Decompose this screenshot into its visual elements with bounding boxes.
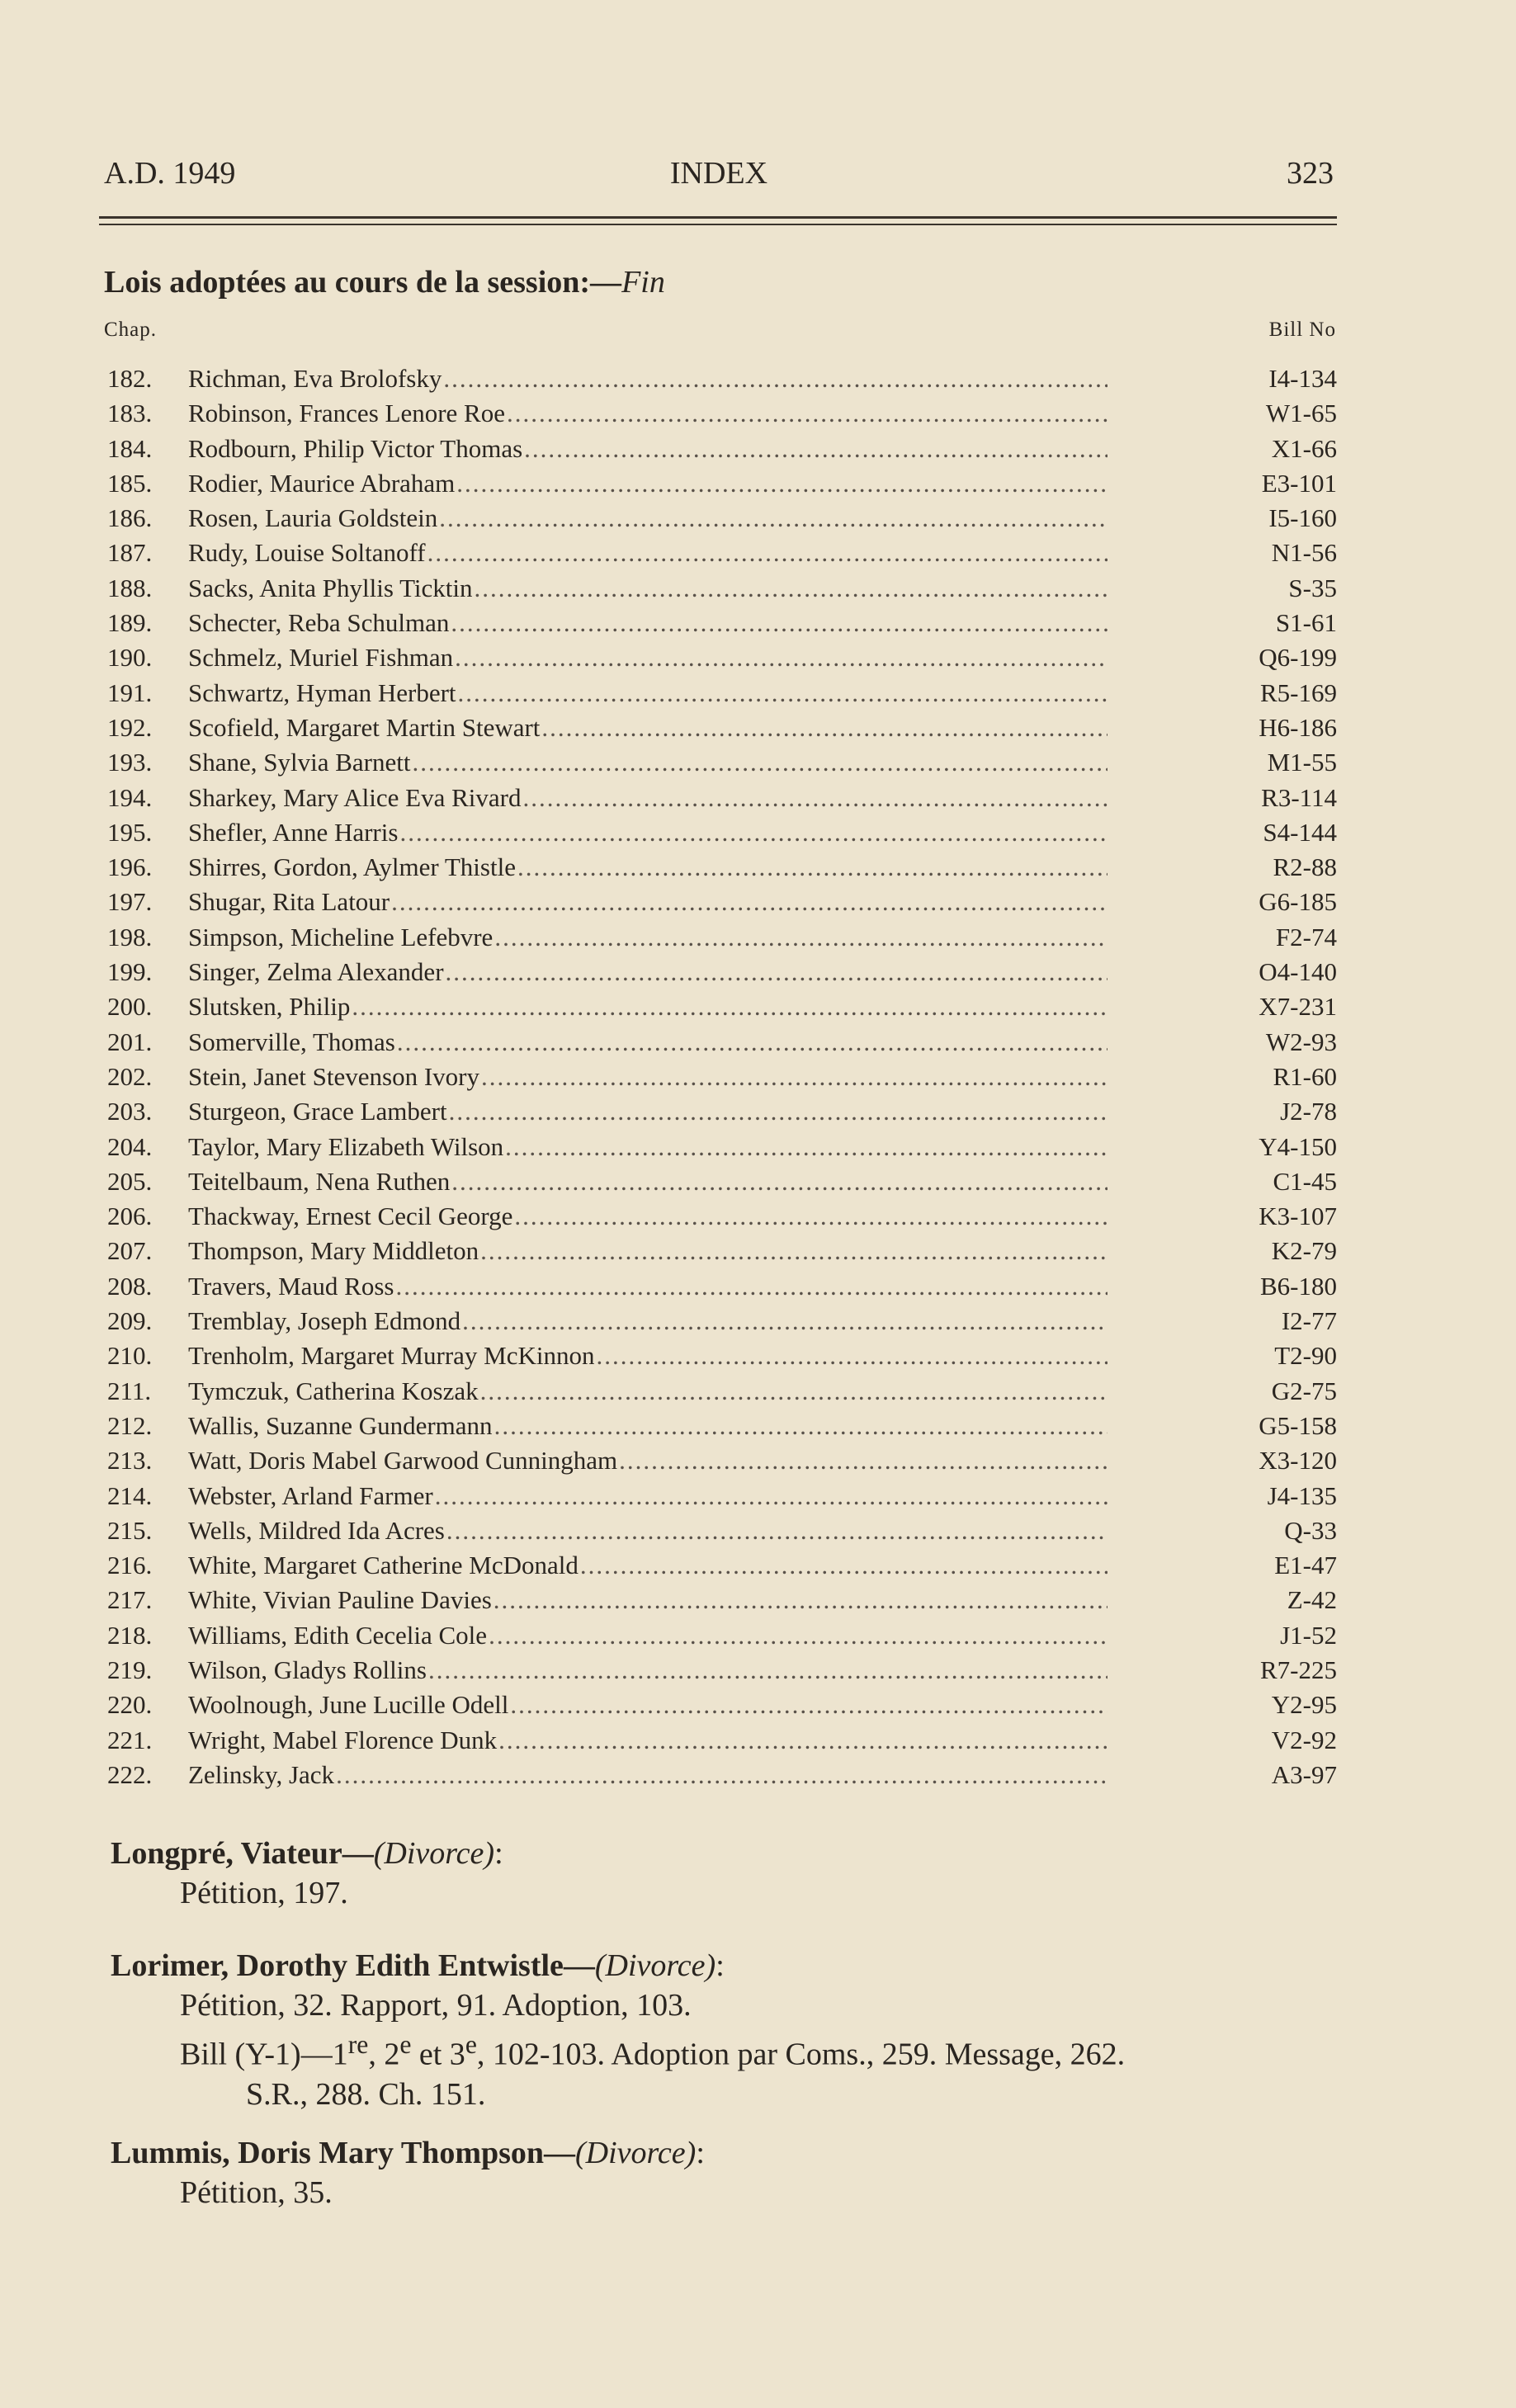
bill-number: J1-52	[1280, 1620, 1337, 1650]
entry-detail-bill	[111, 2025, 1125, 2075]
chapter-number: 198.	[107, 922, 153, 951]
entry-name: Schwartz, Hyman Herbert	[188, 678, 456, 707]
entry-name: Teitelbaum, Nena Ruthen	[188, 1166, 451, 1196]
leader-dots	[498, 1723, 1107, 1758]
chapter-number: 193.	[107, 748, 153, 777]
leader-dots	[505, 1130, 1107, 1164]
chapter-number: 194.	[107, 782, 153, 812]
entry-row	[107, 920, 1337, 955]
bill-number: K3-107	[1259, 1202, 1337, 1231]
chapter-number: 195.	[107, 817, 153, 847]
chapter-number: 222.	[107, 1759, 153, 1789]
bill-number: Y2-95	[1271, 1690, 1337, 1720]
bill-number: R2-88	[1273, 852, 1337, 882]
chapter-number: 197.	[107, 887, 153, 917]
leader-dots	[494, 920, 1107, 955]
entry-list	[107, 361, 1337, 1792]
bill-number: R7-225	[1260, 1655, 1337, 1684]
entry-name: Shane, Sylvia Barnett	[188, 748, 411, 777]
chapter-number: 213.	[107, 1446, 153, 1475]
bill-number: R5-169	[1260, 678, 1337, 707]
chapter-number: 206.	[107, 1202, 153, 1231]
entry-row	[107, 1723, 1337, 1758]
bill-number: I2-77	[1281, 1306, 1337, 1336]
entry-row	[107, 1199, 1337, 1234]
bill-number: O4-140	[1259, 957, 1337, 987]
entry-name: Tremblay, Joseph Edmond	[188, 1306, 461, 1336]
entry-row	[107, 361, 1337, 396]
chapter-number: 208.	[107, 1271, 153, 1301]
entry-row	[107, 989, 1337, 1024]
bill-number: J2-78	[1280, 1097, 1337, 1126]
entry-row	[107, 1548, 1337, 1583]
entry-name: Robinson, Frances Lenore Roe	[188, 399, 505, 428]
entry-name: Rosen, Lauria Goldstein	[188, 503, 438, 533]
chapter-number: 215.	[107, 1515, 153, 1545]
header-rule	[99, 216, 1337, 219]
entry-name: Somerville, Thomas	[188, 1027, 395, 1056]
entry-name: Simpson, Micheline Lefebvre	[188, 922, 494, 951]
entry-name: Rudy, Louise Soltanoff	[188, 538, 426, 568]
chap-column-header: Chap.	[104, 319, 158, 341]
entry-row	[107, 1374, 1337, 1409]
entry-name: Schecter, Reba Schulman	[188, 608, 450, 638]
entry-title: Longpré, Viateur—	[111, 1836, 374, 1871]
superscript: e	[465, 2030, 477, 2059]
chapter-number: 189.	[107, 608, 153, 638]
leader-dots	[455, 640, 1107, 675]
leader-dots	[480, 1374, 1107, 1409]
entry-name: White, Margaret Catherine McDonald	[188, 1551, 579, 1580]
entry-name: Travers, Maud Ross	[188, 1271, 394, 1301]
bill-text: et 3	[411, 2037, 465, 2072]
chapter-number: 201.	[107, 1027, 153, 1056]
bill-number: A3-97	[1271, 1759, 1337, 1789]
chapter-number: 187.	[107, 538, 153, 568]
chapter-number: 188.	[107, 573, 153, 602]
entry-row	[107, 432, 1337, 466]
bill-number: E3-101	[1261, 468, 1337, 498]
bill-number: K2-79	[1271, 1236, 1337, 1266]
bill-text: , 102-103. Adoption par Coms., 259. Message, 262.	[476, 2037, 1126, 2072]
entry-name: Wallis, Suzanne Gundermann	[188, 1410, 493, 1440]
bill-number: S4-144	[1263, 817, 1337, 847]
entry-name: Shefler, Anne Harris	[188, 817, 399, 847]
entry-title: Lorimer, Dorothy Edith Entwistle—	[111, 1948, 595, 1983]
leader-dots	[456, 466, 1107, 501]
bill-number: R1-60	[1273, 1061, 1337, 1091]
bill-number: N1-56	[1271, 538, 1337, 568]
chapter-number: 203.	[107, 1097, 153, 1126]
entry-colon: :	[696, 2136, 705, 2170]
chapter-number: 210.	[107, 1341, 153, 1371]
bill-number: V2-92	[1271, 1725, 1337, 1754]
entry-name: Singer, Zelma Alexander	[188, 957, 444, 987]
entry-row	[107, 1234, 1337, 1268]
chapter-number: 212.	[107, 1410, 153, 1440]
entry-name: Zelinsky, Jack	[188, 1759, 335, 1789]
leader-dots	[412, 745, 1107, 780]
leader-dots	[428, 1653, 1107, 1688]
leader-dots	[458, 676, 1107, 711]
entry-name: Rodbourn, Philip Victor Thomas	[188, 433, 523, 463]
leader-dots	[597, 1339, 1108, 1373]
entry-row	[107, 745, 1337, 780]
entry-name: Webster, Arland Farmer	[188, 1480, 433, 1510]
leader-dots	[451, 606, 1107, 640]
entry-title: Lummis, Doris Mary Thompson—	[111, 2136, 576, 2170]
leader-dots	[446, 1513, 1107, 1548]
leader-dots	[336, 1758, 1107, 1792]
entry-row	[107, 1513, 1337, 1548]
entry-row	[107, 396, 1337, 431]
leader-dots	[391, 885, 1107, 919]
entry-kind: (Divorce)	[575, 2136, 697, 2170]
bill-number: G5-158	[1259, 1410, 1337, 1440]
bill-number: Q-33	[1284, 1515, 1337, 1545]
chapter-number: 185.	[107, 468, 153, 498]
bill-number: T2-90	[1274, 1341, 1337, 1371]
section-title	[104, 264, 665, 300]
chapter-number: 196.	[107, 852, 153, 882]
leader-dots	[475, 571, 1107, 606]
bill-number: E1-47	[1274, 1551, 1337, 1580]
leader-dots	[517, 850, 1107, 885]
chapter-number: 199.	[107, 957, 153, 987]
entry-row	[107, 501, 1337, 536]
page-header	[104, 155, 1334, 196]
chapter-number: 186.	[107, 503, 153, 533]
entry-name: White, Vivian Pauline Davies	[188, 1585, 492, 1615]
bill-number: F2-74	[1275, 922, 1337, 951]
entry-row	[107, 1479, 1337, 1513]
leader-dots	[494, 1583, 1107, 1617]
chapter-number: 214.	[107, 1480, 153, 1510]
entry-name: Schmelz, Muriel Fishman	[188, 643, 454, 673]
page-number: 323	[1287, 156, 1334, 191]
bill-number: B6-180	[1260, 1271, 1337, 1301]
chapter-number: 183.	[107, 399, 153, 428]
chapter-number: 202.	[107, 1061, 153, 1091]
leader-dots	[397, 1025, 1107, 1060]
entry-row	[107, 1618, 1337, 1653]
chapter-number: 209.	[107, 1306, 153, 1336]
leader-dots	[462, 1304, 1107, 1339]
leader-dots	[427, 536, 1107, 570]
chapter-number: 220.	[107, 1690, 153, 1720]
bill-number: Z-42	[1287, 1585, 1337, 1615]
entry-longpre	[111, 1834, 503, 1913]
bill-number: G6-185	[1259, 887, 1337, 917]
entry-row	[107, 1304, 1337, 1339]
entry-kind: (Divorce)	[594, 1948, 716, 1983]
entry-row	[107, 1653, 1337, 1688]
entry-name: Thackway, Ernest Cecil George	[188, 1202, 513, 1231]
chapter-number: 205.	[107, 1166, 153, 1196]
entry-name: Sharkey, Mary Alice Eva Rivard	[188, 782, 522, 812]
bill-number: W1-65	[1265, 399, 1337, 428]
leader-dots	[446, 955, 1107, 989]
entry-row	[107, 466, 1337, 501]
bill-number: S-35	[1288, 573, 1337, 602]
entry-name: Richman, Eva Brolofsky	[188, 364, 442, 393]
bill-column-header: Bill No	[1268, 319, 1336, 341]
leader-dots	[494, 1409, 1107, 1443]
leader-dots	[510, 1688, 1107, 1722]
entry-row	[107, 1025, 1337, 1060]
chapter-number: 218.	[107, 1620, 153, 1650]
chapter-number: 192.	[107, 712, 153, 742]
entry-name: Wright, Mabel Florence Dunk	[188, 1725, 498, 1754]
chapter-number: 191.	[107, 678, 153, 707]
leader-dots	[489, 1618, 1107, 1653]
entry-lorimer	[111, 1946, 1125, 2114]
bill-number: H6-186	[1259, 712, 1337, 742]
entry-name: Thompson, Mary Middleton	[188, 1236, 479, 1266]
entry-name: Sturgeon, Grace Lambert	[188, 1097, 447, 1126]
entry-row	[107, 1409, 1337, 1443]
chapter-number: 204.	[107, 1131, 153, 1161]
leader-dots	[619, 1443, 1107, 1478]
superscript: e	[399, 2030, 412, 2059]
leader-dots	[480, 1234, 1107, 1268]
bill-number: I4-134	[1268, 364, 1337, 393]
bill-number: X7-231	[1259, 992, 1337, 1022]
entry-name: Scofield, Margaret Martin Stewart	[188, 712, 541, 742]
leader-dots	[399, 815, 1107, 850]
entry-colon: :	[715, 1948, 725, 1983]
bill-number: Q6-199	[1259, 643, 1337, 673]
bill-number: X3-120	[1259, 1446, 1337, 1475]
entry-colon: :	[494, 1836, 503, 1871]
entry-row	[107, 606, 1337, 640]
leader-dots	[580, 1548, 1107, 1583]
leader-dots	[451, 1164, 1107, 1199]
bill-text: , 2	[368, 2037, 400, 2072]
bill-number: X1-66	[1271, 433, 1337, 463]
entry-name: Shugar, Rita Latour	[188, 887, 390, 917]
entry-row	[107, 1164, 1337, 1199]
entry-detail-continued: S.R., 288. Ch. 151.	[246, 2076, 486, 2112]
bill-number: M1-55	[1267, 748, 1337, 777]
bill-text: Bill (Y-1)—1	[180, 2037, 348, 2072]
bill-number: S1-61	[1275, 608, 1337, 638]
header-title: INDEX	[669, 156, 768, 191]
chapter-number: 211.	[107, 1376, 152, 1405]
entry-row	[107, 1583, 1337, 1617]
entry-name: Shirres, Gordon, Aylmer Thistle	[188, 852, 516, 882]
entry-name: Wells, Mildred Ida Acres	[188, 1515, 445, 1545]
entry-lummis	[111, 2133, 705, 2212]
chapter-number: 216.	[107, 1551, 153, 1580]
entry-row	[107, 1443, 1337, 1478]
chapter-number: 217.	[107, 1585, 153, 1615]
bill-number: R3-114	[1261, 782, 1337, 812]
leader-dots	[524, 432, 1107, 466]
leader-dots	[514, 1199, 1107, 1234]
entry-row	[107, 1060, 1337, 1094]
entry-name: Sacks, Anita Phyllis Ticktin	[188, 573, 473, 602]
section-title-text: Lois adoptées au cours de la session:—	[104, 265, 622, 300]
entry-detail: Pétition, 35.	[180, 2175, 333, 2210]
entry-row	[107, 571, 1337, 606]
entry-row	[107, 815, 1337, 850]
leader-dots	[481, 1060, 1107, 1094]
bill-number: Y4-150	[1259, 1131, 1337, 1161]
entry-row	[107, 1269, 1337, 1304]
chapter-number: 190.	[107, 643, 153, 673]
entry-row	[107, 1130, 1337, 1164]
header-rule-thin	[99, 224, 1337, 225]
chapter-number: 219.	[107, 1655, 153, 1684]
entry-name: Stein, Janet Stevenson Ivory	[188, 1061, 480, 1091]
entry-row	[107, 536, 1337, 570]
header-year: A.D. 1949	[104, 156, 236, 191]
entry-name: Williams, Edith Cecelia Cole	[188, 1620, 488, 1650]
leader-dots	[439, 501, 1107, 536]
bill-number: G2-75	[1271, 1376, 1337, 1405]
entry-detail: Pétition, 32. Rapport, 91. Adoption, 103.	[180, 1988, 692, 2023]
entry-name: Wilson, Gladys Rollins	[188, 1655, 427, 1684]
entry-name: Woolnough, June Lucille Odell	[188, 1690, 509, 1720]
superscript: re	[347, 2030, 369, 2059]
entry-row	[107, 955, 1337, 989]
entry-row	[107, 676, 1337, 711]
entry-row	[107, 1339, 1337, 1373]
entry-name: Rodier, Maurice Abraham	[188, 468, 456, 498]
entry-row	[107, 885, 1337, 919]
entry-name: Trenholm, Margaret Murray McKinnon	[188, 1341, 595, 1371]
entry-name: Taylor, Mary Elizabeth Wilson	[188, 1131, 504, 1161]
chapter-number: 184.	[107, 433, 153, 463]
chapter-number: 221.	[107, 1725, 153, 1754]
entry-row	[107, 781, 1337, 815]
leader-dots	[435, 1479, 1107, 1513]
chapter-number: 182.	[107, 364, 153, 393]
leader-dots	[352, 989, 1107, 1024]
leader-dots	[449, 1094, 1107, 1129]
entry-row	[107, 1094, 1337, 1129]
entry-kind: (Divorce)	[373, 1836, 495, 1871]
bill-number: J4-135	[1267, 1480, 1337, 1510]
leader-dots	[395, 1269, 1107, 1304]
leader-dots	[541, 711, 1107, 745]
chapter-number: 200.	[107, 992, 153, 1022]
section-title-suffix: Fin	[621, 265, 665, 300]
entry-row	[107, 1758, 1337, 1792]
entry-name: Watt, Doris Mabel Garwood Cunningham	[188, 1446, 618, 1475]
entry-name: Slutsken, Philip	[188, 992, 351, 1022]
entry-row	[107, 1688, 1337, 1722]
bill-number: I5-160	[1268, 503, 1337, 533]
chapter-number: 207.	[107, 1236, 153, 1266]
leader-dots	[507, 396, 1107, 431]
entry-name: Tymczuk, Catherina Koszak	[188, 1376, 479, 1405]
leader-dots	[522, 781, 1107, 815]
bill-number: C1-45	[1273, 1166, 1337, 1196]
entry-detail: Pétition, 197.	[180, 1876, 348, 1910]
entry-row	[107, 640, 1337, 675]
bill-number: W2-93	[1265, 1027, 1337, 1056]
entry-row	[107, 850, 1337, 885]
leader-dots	[443, 361, 1107, 396]
entry-row	[107, 711, 1337, 745]
